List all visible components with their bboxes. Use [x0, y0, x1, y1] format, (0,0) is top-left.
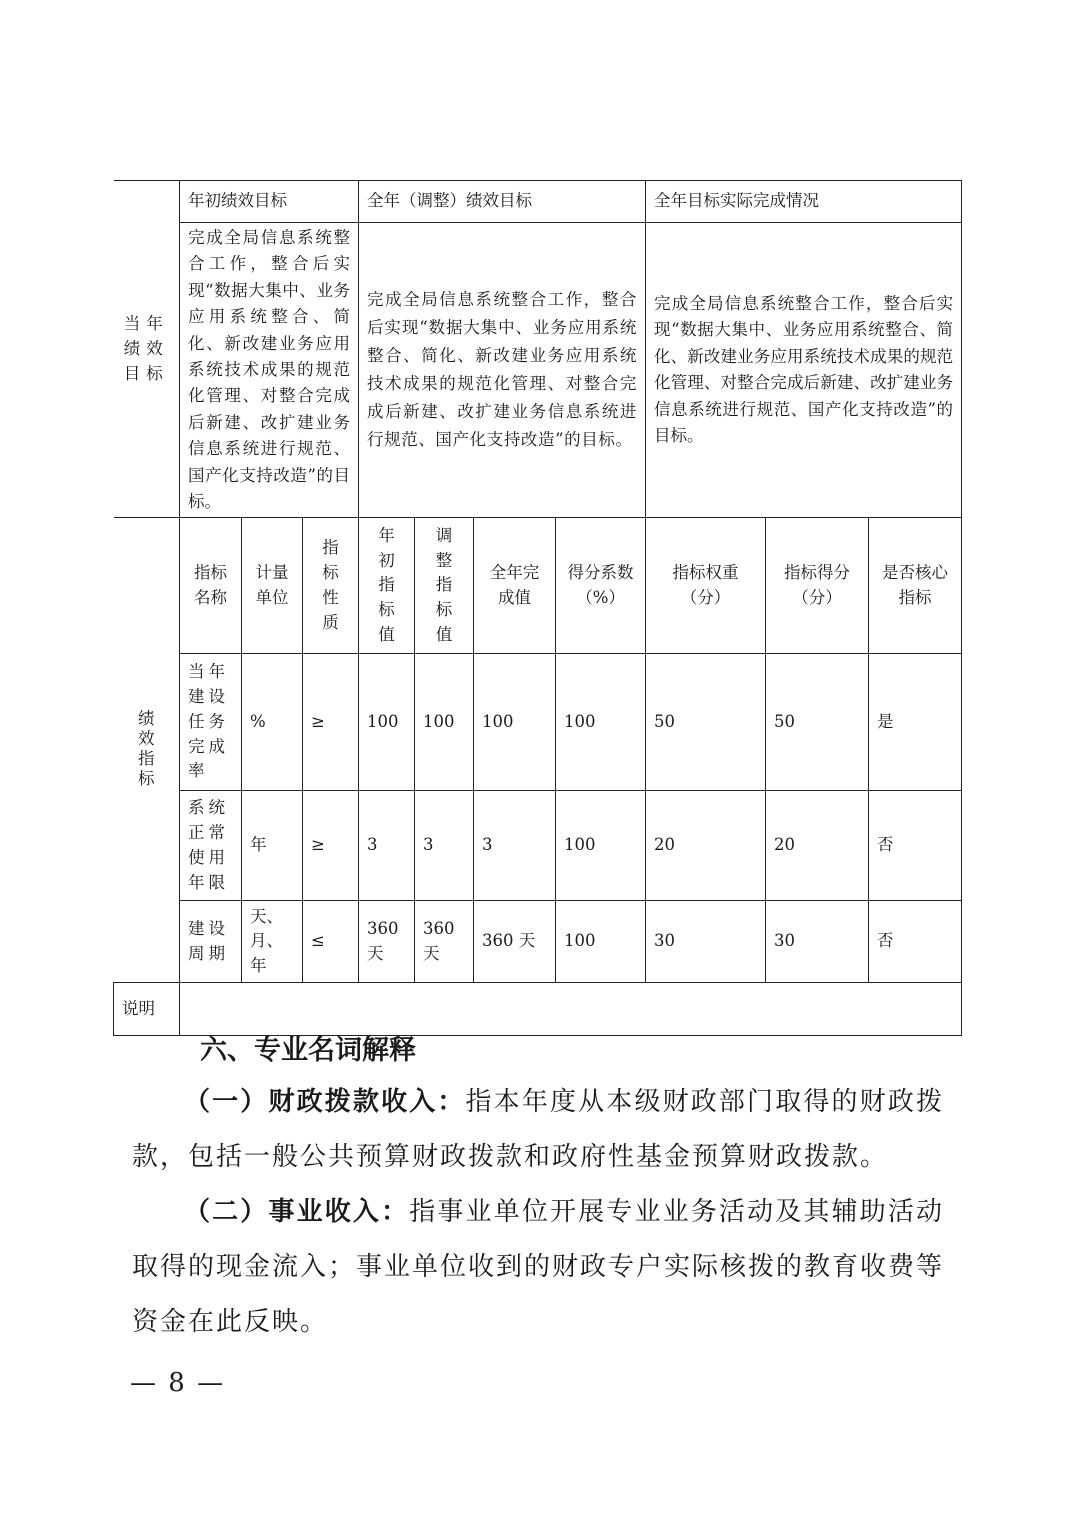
- indicator-weight: 30: [646, 901, 766, 983]
- indicator-score: 50: [766, 654, 869, 791]
- definition-term: （二）事业收入：: [184, 1197, 410, 1227]
- goal-section-label: 当年绩效目标: [114, 181, 180, 518]
- indicator-name: 当年建设任务完成率: [180, 654, 242, 791]
- definition-body: 指本年度从本级财政部门取得的财政拨款，包括一般公共预算财政拨款和政府性基金预算财政拨款。: [132, 1087, 944, 1172]
- indicator-unit: %: [242, 654, 303, 791]
- definition-paragraph: [132, 1185, 944, 1350]
- indicator-unit: 天、月、年: [242, 901, 303, 983]
- indicator-score-coef: 100: [556, 791, 646, 901]
- header-is-core: 是否核心指标: [869, 518, 962, 654]
- indicator-nature: ≥: [303, 654, 359, 791]
- table-row: [114, 654, 962, 791]
- header-weight: 指标权重（分）: [646, 518, 766, 654]
- indicator-completed-value: 100: [474, 654, 556, 791]
- indicator-unit: 年: [242, 791, 303, 901]
- header-score: 指标得分（分）: [766, 518, 869, 654]
- definition-term: （一）财政拨款收入：: [184, 1087, 466, 1117]
- indicator-is-core: 是: [869, 654, 962, 791]
- indicator-section-label: [114, 518, 180, 983]
- indicator-score-coef: 100: [556, 654, 646, 791]
- indicator-completed-value: 3: [474, 791, 556, 901]
- indicator-nature: ≤: [303, 901, 359, 983]
- definition-paragraph: [132, 1075, 944, 1185]
- goal-header-adjusted: 全年（调整）绩效目标: [359, 181, 646, 223]
- header-indicator-name: 指标名称: [180, 518, 242, 654]
- goal-text-adjusted: 完成全局信息系统整合工作，整合后实现“数据大集中、业务应用系统整合、简化、新改建业务应用系统技术成果的规范化管理、对整合完成后新建、改扩建业务信息系统进行规范、国产化支持改造”的目标。: [359, 223, 646, 518]
- indicator-initial-value: 360天: [359, 901, 415, 983]
- indicator-name: 系统正常使用年限: [180, 791, 242, 901]
- indicator-nature: ≥: [303, 791, 359, 901]
- header-initial-value-text: 年初指标值: [378, 525, 395, 644]
- header-score-coef: 得分系数（%）: [556, 518, 646, 654]
- indicator-weight: 20: [646, 791, 766, 901]
- section-heading: 六、专业名词解释: [200, 1035, 416, 1066]
- indicator-is-core: 否: [869, 791, 962, 901]
- page-number: — 8 —: [130, 1368, 226, 1398]
- indicator-score-coef: 100: [556, 901, 646, 983]
- definition-body: 指事业单位开展专业业务活动及其辅助活动取得的现金流入；事业单位收到的财政专户实际核拨的教育收费等资金在此反映。: [132, 1197, 945, 1337]
- indicator-adjusted-value: 3: [415, 791, 474, 901]
- indicator-is-core: 否: [869, 901, 962, 983]
- header-adjusted-value-text: 调整指标值: [435, 525, 453, 644]
- table-row: [114, 901, 962, 983]
- table-row: [114, 791, 962, 901]
- indicator-adjusted-value: 100: [415, 654, 474, 791]
- performance-table: [113, 180, 962, 1036]
- indicator-score: 30: [766, 901, 869, 983]
- indicator-score: 20: [766, 791, 869, 901]
- indicator-adjusted-value: 360天: [415, 901, 474, 983]
- header-nature-text: 指标性质: [322, 538, 339, 632]
- goal-header-initial: 年初绩效目标: [180, 181, 359, 223]
- header-completed-value: 全年完成值: [474, 518, 556, 654]
- header-initial-value: [359, 518, 415, 654]
- indicator-completed-value: 360 天: [474, 901, 556, 983]
- indicator-name: 建设周期: [180, 901, 242, 983]
- indicator-weight: 50: [646, 654, 766, 791]
- header-unit: 计量单位: [242, 518, 303, 654]
- goal-header-actual: 全年目标实际完成情况: [646, 181, 962, 223]
- header-adjusted-value: [415, 518, 474, 654]
- indicator-initial-value: 100: [359, 654, 415, 791]
- goal-text-actual: 完成全局信息系统整合工作，整合后实现“数据大集中、业务应用系统整合、简化、新改建业务应用系统技术成果的规范化管理、对整合完成后新建、改扩建业务信息系统进行规范、国产化支持改造”的目标。: [646, 223, 962, 518]
- indicator-section-label-text: 绩效指标: [138, 709, 155, 788]
- note-label: 说明: [114, 983, 180, 1036]
- goal-text-initial: 完成全局信息系统整合工作，整合后实现“数据大集中、业务应用系统整合、简化、新改建业务应用系统技术成果的规范化管理、对整合完成后新建、改扩建业务信息系统进行规范、国产化支持改造”的目标。: [180, 223, 359, 518]
- indicator-initial-value: 3: [359, 791, 415, 901]
- header-nature: [303, 518, 359, 654]
